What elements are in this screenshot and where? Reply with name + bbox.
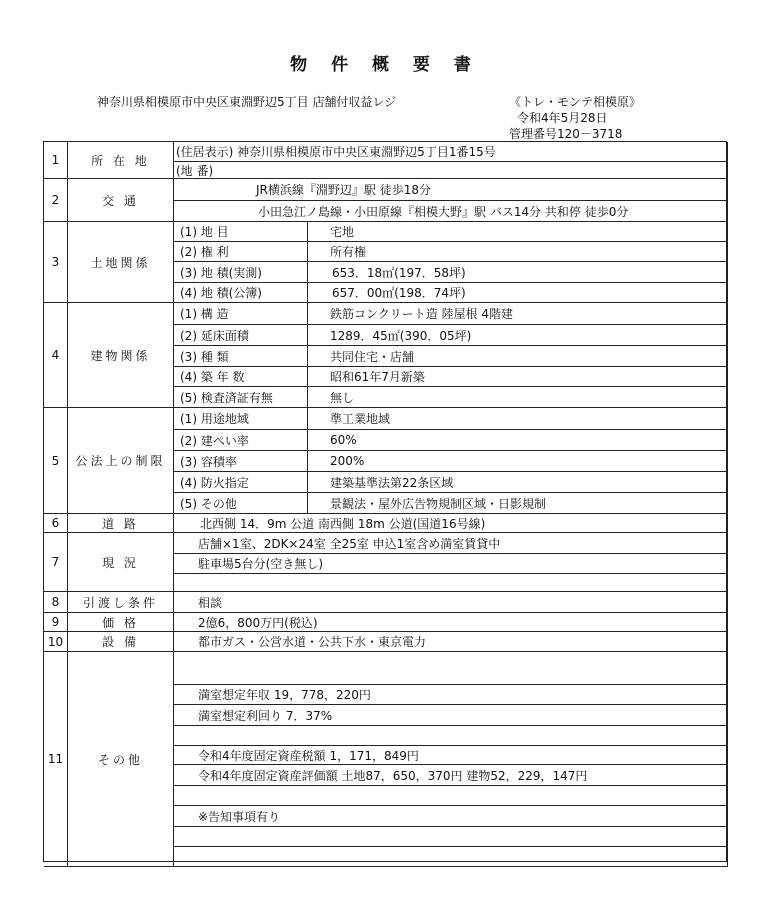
regulations-label: (2) 建ぺい率 <box>174 430 308 451</box>
section-number: 10 <box>44 632 68 652</box>
section-label: 現 況 <box>68 533 174 592</box>
section-number: 4 <box>44 303 68 408</box>
regulations-label: (5) その他 <box>174 493 308 514</box>
section-number: 1 <box>44 142 68 179</box>
land-value: 宅地 <box>308 222 728 242</box>
handover-value: 相談 <box>174 592 728 613</box>
regulations-label: (3) 容積率 <box>174 451 308 472</box>
section-number: 3 <box>44 222 68 303</box>
section-label: 設 備 <box>68 632 174 652</box>
other-line: 令和4年度固定資産税額 1，171，849円 <box>174 746 728 765</box>
building-label: (4) 築 年 数 <box>174 367 308 387</box>
road-value: 北西側 14．9m 公道 南西側 18m 公道(国道16号線) <box>174 514 728 533</box>
section-number: 8 <box>44 592 68 613</box>
status-line: 駐車場5台分(空き無し) <box>174 554 728 574</box>
land-label: (3) 地 積(実測) <box>174 262 308 283</box>
facilities-value: 都市ガス・公営水道・公共下水・東京電力 <box>174 632 728 652</box>
land-value: 657．00㎡(198．74坪) <box>308 283 728 303</box>
section-number: 2 <box>44 179 68 222</box>
building-label: (5) 検査済証有無 <box>174 387 308 408</box>
section-label: 価 格 <box>68 613 174 632</box>
status-line: 店舗×1室、2DK×24室 全25室 申込1室含め満室賃貸中 <box>174 533 728 554</box>
building-label: (1) 構 造 <box>174 303 308 325</box>
header-management-no: 管理番号120－3718 <box>509 127 623 141</box>
section-number: 11 <box>44 652 68 867</box>
summary-table <box>43 141 727 862</box>
regulations-value: 景観法・屋外広告物規制区域・日影規制 <box>308 493 728 514</box>
other-line: 令和4年度固定資産評価額 土地87，650，370円 建物52，229，147円 <box>174 765 728 786</box>
land-label: (4) 地 積(公簿) <box>174 283 308 303</box>
building-value: 無し <box>308 387 728 408</box>
section-label: 交 通 <box>68 179 174 222</box>
section-number: 6 <box>44 514 68 533</box>
building-value: 昭和61年7月新築 <box>308 367 728 387</box>
page-title: 物 件 概 要 書 <box>290 55 480 75</box>
other-line: 満室想定利回り 7．37% <box>174 705 728 726</box>
section-label: 建物関係 <box>68 303 174 408</box>
regulations-value: 60% <box>308 430 728 451</box>
header-date: 令和4年5月28日 <box>517 111 608 125</box>
building-value: 1289．45㎡(390．05坪) <box>308 325 728 346</box>
transport-line: 小田急江ノ島線・小田原線『相模大野』駅 バス14分 共和停 徒歩0分 <box>174 201 728 222</box>
price-value: 2億6，800万円(税込) <box>174 613 728 632</box>
header-property-name: 《トレ・モンテ相模原》 <box>509 95 642 109</box>
status-line <box>174 574 728 592</box>
section-label: 公法上の制限 <box>68 408 174 514</box>
other-line <box>174 827 728 847</box>
building-label: (2) 延床面積 <box>174 325 308 346</box>
regulations-label: (4) 防火指定 <box>174 472 308 493</box>
land-value: 653．18㎡(197．58坪) <box>308 262 728 283</box>
other-line <box>174 786 728 806</box>
other-line: 満室想定年収 19，778，220円 <box>174 685 728 705</box>
land-label: (1) 地 目 <box>174 222 308 242</box>
regulations-label: (1) 用途地域 <box>174 408 308 430</box>
section-label: 土地関係 <box>68 222 174 303</box>
section-label: 所 在 地 <box>68 142 174 179</box>
section-label: 道 路 <box>68 514 174 533</box>
header-address: 神奈川県相模原市中央区東淵野辺5丁目 店舗付収益レジ <box>97 95 397 109</box>
other-line <box>174 652 728 685</box>
other-line <box>174 726 728 746</box>
land-value: 所有権 <box>308 242 728 262</box>
land-label: (2) 権 利 <box>174 242 308 262</box>
section-number: 9 <box>44 613 68 632</box>
location-line: (地 番) <box>174 162 728 179</box>
regulations-value: 200% <box>308 451 728 472</box>
regulations-value: 準工業地域 <box>308 408 728 430</box>
building-label: (3) 種 類 <box>174 346 308 367</box>
building-value: 共同住宅・店舗 <box>308 346 728 367</box>
section-number: 5 <box>44 408 68 514</box>
section-label: その他 <box>68 652 174 867</box>
section-number: 7 <box>44 533 68 592</box>
building-value: 鉄筋コンクリート造 陸屋根 4階建 <box>308 303 728 325</box>
location-line: (住居表示) 神奈川県相模原市中央区東淵野辺5丁目1番15号 <box>174 142 728 162</box>
transport-line: JR横浜線『淵野辺』駅 徒歩18分 <box>174 179 728 201</box>
section-label: 引渡し条件 <box>68 592 174 613</box>
regulations-value: 建築基準法第22条区域 <box>308 472 728 493</box>
other-line <box>174 847 728 867</box>
other-line: ※告知事項有り <box>174 806 728 827</box>
